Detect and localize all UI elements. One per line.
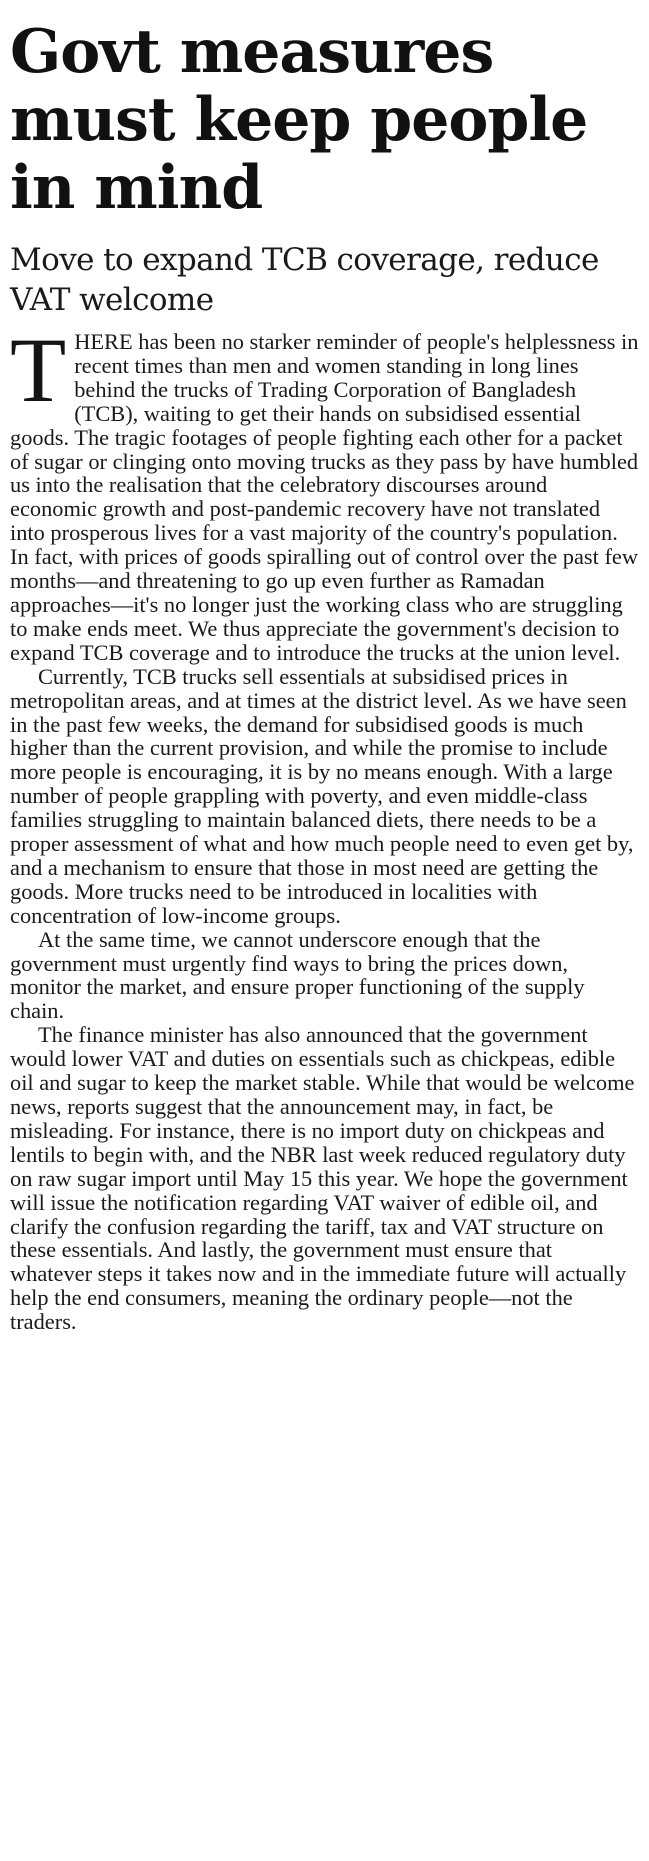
headline: Govt measures must keep people in mind [10,17,588,223]
paragraph-2: Currently, TCB trucks sell essentials at subsidised prices in metropolitan areas, and at times at the district level. As we have seen in the past few weeks, the demand for subsidised goods is much higher than the current provision, and while the promise to include more people is encouraging, it is by no means enough. With a large number of people grappling with poverty, and even middle-class families struggling to maintain balanced diets, there needs to be a proper assessment of what and how much people need to even get by, and a mechanism to ensure that those in most need are getting the goods. More trucks need to be introduced in localities with concentration of low-income groups. [10,663,634,928]
paragraph-3: At the same time, we cannot underscore enough that the government must urgently find ways to bring the prices down, monitor the market, and ensure proper functioning of the supply chain. [10,926,585,1024]
subheadline: Move to expand TCB coverage, reduce VAT welcome [10,242,599,318]
paragraph-1-text: HERE has been no starker reminder of people's helplessness in recent times than men and women standing in long lines behind the trucks of Trading Corporation of Bangladesh (TCB), waiting to get their hands on subsidised essential goods. The tragic footages of people fighting each other for a packet of sugar or clinging onto moving trucks as they pass by have humbled us into the realisation that the celebratory discourses around economic growth and post-pandemic recovery have not translated into prosperous lives for a vast majority of the country's population. In fact, with prices of goods spiralling out of control over the past few months—and threatening to go up even further as Ramadan approaches—it's no longer just the working class who are struggling to make ends meet. We thus appreciate the government's decision to expand TCB coverage and to introduce the trucks at the union level. [10,329,639,665]
drop-cap: T [10,319,67,421]
paragraph-1 [10,319,639,665]
article-body [10,319,639,1335]
paragraph-4: The finance minister has also announced that the government would lower VAT and duties on essentials such as chickpeas, edible oil and sugar to keep the market stable. While that would be welcome news, reports suggest that the announcement may, in fact, be misleading. For instance, there is no import duty on chickpeas and lentils to begin with, and the NBR last week reduced regulatory duty on raw sugar import until May 15 this year. We hope the government will issue the notification regarding VAT waiver of edible oil, and clarify the confusion regarding the tariff, tax and VAT structure on these essentials. And lastly, the government must ensure that whatever steps it takes now and in the immediate future will actually help the end consumers, meaning the ordinary people—not the traders. [10,1022,635,1335]
